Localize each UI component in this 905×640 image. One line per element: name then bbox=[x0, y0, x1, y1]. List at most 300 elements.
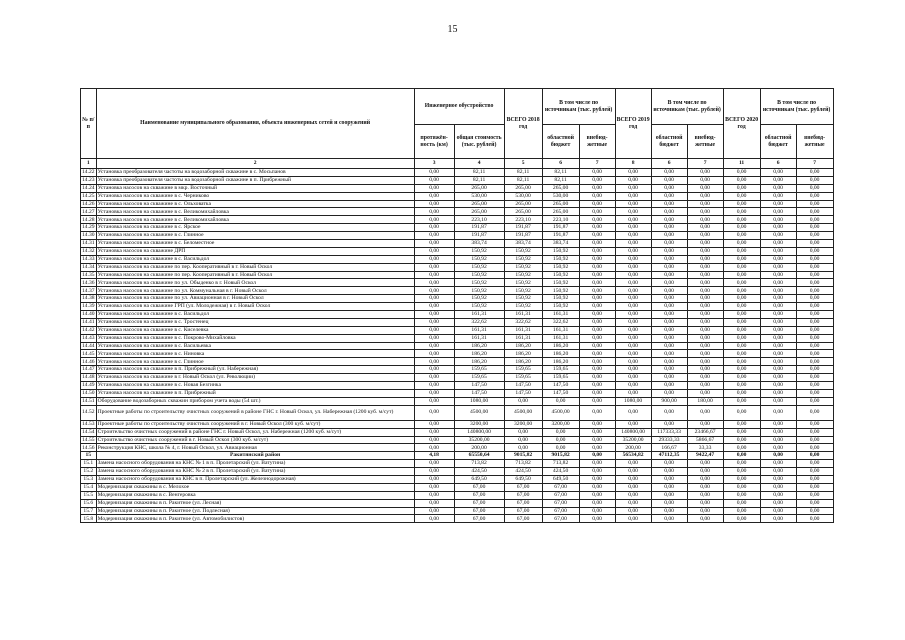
value-cell: 0,00 bbox=[723, 192, 760, 200]
value-cell: 0,00 bbox=[414, 295, 454, 303]
row-number: 14.48 bbox=[82, 374, 95, 381]
value-cell: 0,00 bbox=[760, 200, 796, 208]
value-cell: 67,00 bbox=[504, 491, 542, 499]
value-cell: 265,00 bbox=[454, 184, 504, 192]
value-cell: 0,00 bbox=[651, 475, 687, 483]
value-cell: 82,11 bbox=[454, 169, 504, 177]
value-cell: 65550,64 bbox=[454, 452, 504, 460]
object-name: Установка насосов на скважине в с. Черниково bbox=[96, 192, 414, 200]
value-cell: 0,00 bbox=[760, 350, 796, 358]
value-cell: 0,00 bbox=[651, 507, 687, 515]
value-cell: 67,00 bbox=[542, 515, 579, 523]
value-cell: 0,00 bbox=[651, 460, 687, 468]
value-cell: 0,00 bbox=[760, 507, 796, 515]
header-extra-2018: внебюд-жетные bbox=[579, 125, 615, 159]
value-cell: 0,00 bbox=[687, 279, 723, 287]
value-cell: 0,00 bbox=[651, 169, 687, 177]
value-cell: 0,00 bbox=[796, 184, 833, 192]
value-cell: 35200,00 bbox=[454, 436, 504, 444]
value-cell: 150,92 bbox=[454, 287, 504, 295]
value-cell: 4500,00 bbox=[454, 405, 504, 420]
row-number: 14.27 bbox=[82, 208, 95, 215]
column-number: 5 bbox=[504, 159, 542, 169]
table-row bbox=[81, 311, 834, 319]
value-cell: 0,00 bbox=[651, 491, 687, 499]
header-engineering: Инженерное обустройство bbox=[414, 89, 504, 125]
table-row bbox=[81, 483, 834, 491]
object-name: Ракитянский район bbox=[96, 452, 414, 460]
value-cell: 0,00 bbox=[760, 491, 796, 499]
value-cell: 67,00 bbox=[504, 499, 542, 507]
object-name: Установка насосов на скважине в мкр. Восточный bbox=[96, 184, 414, 192]
infrastructure-table bbox=[80, 88, 834, 523]
row-number: 14.52 bbox=[81, 405, 97, 420]
value-cell: 150,92 bbox=[542, 271, 579, 279]
value-cell: 0,00 bbox=[796, 428, 833, 436]
value-cell: 191,87 bbox=[454, 224, 504, 232]
value-cell: 0,00 bbox=[723, 200, 760, 208]
value-cell: 0,00 bbox=[579, 374, 615, 382]
column-number: 2 bbox=[96, 159, 414, 169]
value-cell: 159,65 bbox=[454, 366, 504, 374]
value-cell: 265,00 bbox=[454, 200, 504, 208]
value-cell: 159,65 bbox=[542, 374, 579, 382]
value-cell: 0,00 bbox=[579, 326, 615, 334]
value-cell: 191,87 bbox=[504, 232, 542, 240]
value-cell: 0,00 bbox=[542, 397, 579, 405]
header-regional-2018: областной бюджет bbox=[542, 125, 579, 159]
value-cell: 0,00 bbox=[796, 271, 833, 279]
object-name: Замена насосного оборудования на КНС в п. Пролетарский (ул. Железнодорожная) bbox=[96, 475, 414, 483]
column-number: 7 bbox=[579, 159, 615, 169]
table-row bbox=[81, 208, 834, 216]
object-name: Установка насосов на скважине в с. Ольховатка bbox=[96, 200, 414, 208]
value-cell: 0,00 bbox=[615, 232, 651, 240]
row-number: 14.45 bbox=[82, 350, 95, 357]
value-cell: 223,10 bbox=[504, 216, 542, 224]
value-cell: 0,00 bbox=[615, 263, 651, 271]
table-row bbox=[81, 374, 834, 382]
value-cell: 191,87 bbox=[504, 224, 542, 232]
value-cell: 0,00 bbox=[796, 279, 833, 287]
value-cell: 0,00 bbox=[504, 397, 542, 405]
value-cell: 0,00 bbox=[651, 240, 687, 248]
value-cell: 186,20 bbox=[504, 350, 542, 358]
value-cell: 265,00 bbox=[504, 200, 542, 208]
value-cell: 0,00 bbox=[796, 232, 833, 240]
value-cell: 0,00 bbox=[615, 271, 651, 279]
row-number: 14.35 bbox=[82, 271, 95, 278]
value-cell: 186,20 bbox=[542, 342, 579, 350]
value-cell: 0,00 bbox=[651, 271, 687, 279]
value-cell: 0,00 bbox=[615, 169, 651, 177]
value-cell: 150,92 bbox=[504, 271, 542, 279]
value-cell: 0,00 bbox=[796, 358, 833, 366]
object-name: Оборудование водозаборных скважин прибором учета воды (54 шт.) bbox=[96, 397, 414, 405]
table-row bbox=[81, 287, 834, 295]
value-cell: 161,31 bbox=[454, 311, 504, 319]
value-cell: 0,00 bbox=[579, 232, 615, 240]
value-cell: 161,31 bbox=[542, 334, 579, 342]
value-cell: 0,00 bbox=[414, 176, 454, 184]
value-cell: 0,00 bbox=[579, 208, 615, 216]
value-cell: 0,00 bbox=[651, 232, 687, 240]
value-cell: 150,92 bbox=[454, 271, 504, 279]
value-cell: 0,00 bbox=[579, 436, 615, 444]
table-row bbox=[81, 303, 834, 311]
row-number: 14.40 bbox=[82, 311, 95, 318]
column-number: 8 bbox=[615, 159, 651, 169]
value-cell: 0,00 bbox=[723, 499, 760, 507]
value-cell: 0,00 bbox=[723, 303, 760, 311]
value-cell: 150,92 bbox=[504, 295, 542, 303]
table-row bbox=[81, 366, 834, 374]
value-cell: 166,67 bbox=[651, 444, 687, 452]
value-cell: 649,50 bbox=[454, 475, 504, 483]
value-cell: 0,00 bbox=[651, 405, 687, 420]
row-number: 14.26 bbox=[82, 200, 95, 207]
value-cell: 0,00 bbox=[687, 420, 723, 428]
value-cell: 186,20 bbox=[504, 342, 542, 350]
table-row bbox=[81, 358, 834, 366]
value-cell: 150,92 bbox=[542, 303, 579, 311]
value-cell: 0,00 bbox=[723, 169, 760, 177]
value-cell: 0,00 bbox=[542, 428, 579, 436]
value-cell: 0,00 bbox=[687, 389, 723, 397]
value-cell: 9422,47 bbox=[687, 452, 723, 460]
value-cell: 0,00 bbox=[760, 444, 796, 452]
value-cell: 0,00 bbox=[723, 405, 760, 420]
row-number: 15.1 bbox=[81, 460, 97, 468]
value-cell: 0,00 bbox=[760, 184, 796, 192]
row-number: 14.41 bbox=[82, 319, 95, 326]
row-number: 14.56 bbox=[82, 444, 95, 451]
row-number: 14.50 bbox=[82, 390, 95, 397]
value-cell: 0,00 bbox=[414, 358, 454, 366]
value-cell: 0,00 bbox=[414, 350, 454, 358]
value-cell: 713,82 bbox=[454, 460, 504, 468]
value-cell: 0,00 bbox=[760, 483, 796, 491]
column-number: 6 bbox=[542, 159, 579, 169]
value-cell: 0,00 bbox=[651, 303, 687, 311]
value-cell: 150,92 bbox=[454, 295, 504, 303]
table-row bbox=[81, 169, 834, 177]
object-name: Установка насосов на скважине в п. Прибрежный (ул. Набережная) bbox=[96, 366, 414, 374]
value-cell: 0,00 bbox=[796, 444, 833, 452]
value-cell: 265,00 bbox=[542, 200, 579, 208]
value-cell: 0,00 bbox=[579, 405, 615, 420]
table-row bbox=[81, 342, 834, 350]
value-cell: 67,00 bbox=[542, 507, 579, 515]
value-cell: 0,00 bbox=[414, 420, 454, 428]
value-cell: 0,00 bbox=[651, 326, 687, 334]
value-cell: 0,00 bbox=[687, 176, 723, 184]
value-cell: 0,00 bbox=[414, 397, 454, 405]
row-number: 14.36 bbox=[82, 279, 95, 286]
value-cell: 0,00 bbox=[760, 232, 796, 240]
value-cell: 0,00 bbox=[579, 200, 615, 208]
value-cell: 4,18 bbox=[414, 452, 454, 460]
value-cell: 0,00 bbox=[723, 184, 760, 192]
object-name: Установка насосов на скважине в с. Великомихайловка bbox=[96, 208, 414, 216]
value-cell: 0,00 bbox=[687, 366, 723, 374]
value-cell: 0,00 bbox=[579, 397, 615, 405]
value-cell: 0,00 bbox=[723, 389, 760, 397]
header-total-2020: ВСЕГО 2020 год bbox=[723, 89, 760, 159]
value-cell: 0,00 bbox=[723, 232, 760, 240]
table-row bbox=[81, 200, 834, 208]
value-cell: 0,00 bbox=[723, 350, 760, 358]
value-cell: 0,00 bbox=[414, 303, 454, 311]
value-cell: 0,00 bbox=[651, 279, 687, 287]
value-cell: 0,00 bbox=[615, 499, 651, 507]
group-row bbox=[81, 452, 834, 460]
header-sources-2020: В том числе по источникам (тыс. рублей) bbox=[760, 89, 833, 125]
value-cell: 150,92 bbox=[504, 255, 542, 263]
value-cell: 67,00 bbox=[504, 515, 542, 523]
value-cell: 0,00 bbox=[796, 389, 833, 397]
value-cell: 159,65 bbox=[542, 366, 579, 374]
table-row bbox=[81, 192, 834, 200]
row-number: 14.23 bbox=[82, 177, 95, 184]
value-cell: 82,11 bbox=[454, 176, 504, 184]
row-number: 15.3 bbox=[81, 475, 97, 483]
value-cell: 0,00 bbox=[796, 240, 833, 248]
object-name: Модернизация скважины в п. Ракитное (ул. Подлесная) bbox=[96, 507, 414, 515]
value-cell: 0,00 bbox=[414, 389, 454, 397]
value-cell: 0,00 bbox=[687, 216, 723, 224]
value-cell: 0,00 bbox=[579, 287, 615, 295]
value-cell: 1080,00 bbox=[454, 397, 504, 405]
value-cell: 0,00 bbox=[579, 491, 615, 499]
value-cell: 0,00 bbox=[687, 311, 723, 319]
value-cell: 0,00 bbox=[615, 224, 651, 232]
value-cell: 0,00 bbox=[687, 334, 723, 342]
object-name: Модернизация скважины в п. Ракитное (ул. Лесная) bbox=[96, 499, 414, 507]
value-cell: 161,31 bbox=[454, 326, 504, 334]
value-cell: 0,00 bbox=[796, 334, 833, 342]
header-total-2018: ВСЕГО 2018 год bbox=[504, 89, 542, 159]
value-cell: 0,00 bbox=[723, 342, 760, 350]
value-cell: 0,00 bbox=[414, 405, 454, 420]
value-cell: 0,00 bbox=[687, 224, 723, 232]
value-cell: 0,00 bbox=[760, 271, 796, 279]
value-cell: 0,00 bbox=[651, 247, 687, 255]
value-cell: 150,92 bbox=[454, 279, 504, 287]
value-cell: 0,00 bbox=[796, 208, 833, 216]
value-cell: 0,00 bbox=[687, 287, 723, 295]
value-cell: 0,00 bbox=[687, 271, 723, 279]
value-cell: 265,00 bbox=[542, 208, 579, 216]
value-cell: 0,00 bbox=[414, 499, 454, 507]
value-cell: 0,00 bbox=[723, 444, 760, 452]
value-cell: 0,00 bbox=[796, 350, 833, 358]
row-number: 14.53 bbox=[82, 420, 95, 427]
value-cell: 0,00 bbox=[579, 263, 615, 271]
value-cell: 0,00 bbox=[687, 515, 723, 523]
value-cell: 0,00 bbox=[651, 311, 687, 319]
value-cell: 0,00 bbox=[723, 366, 760, 374]
value-cell: 0,00 bbox=[615, 318, 651, 326]
value-cell: 191,87 bbox=[542, 232, 579, 240]
column-number: 6 bbox=[760, 159, 796, 169]
value-cell: 0,00 bbox=[615, 491, 651, 499]
value-cell: 0,00 bbox=[414, 192, 454, 200]
row-number: 14.42 bbox=[82, 327, 95, 333]
object-name: Установка насосов на скважине в с. Ниновка bbox=[96, 350, 414, 358]
row-number: 14.44 bbox=[82, 342, 95, 349]
value-cell: 161,31 bbox=[504, 311, 542, 319]
value-cell: 0,00 bbox=[579, 303, 615, 311]
value-cell: 0,00 bbox=[796, 169, 833, 177]
object-name: Модернизация скважины в с. Мелохое bbox=[96, 483, 414, 491]
value-cell: 0,00 bbox=[579, 499, 615, 507]
value-cell: 0,00 bbox=[796, 192, 833, 200]
value-cell: 67,00 bbox=[504, 483, 542, 491]
value-cell: 147,50 bbox=[542, 382, 579, 390]
value-cell: 191,87 bbox=[454, 232, 504, 240]
value-cell: 0,00 bbox=[579, 184, 615, 192]
value-cell: 0,00 bbox=[542, 436, 579, 444]
object-name: Установка насосов на скважине в с. Великомихайловка bbox=[96, 216, 414, 224]
value-cell: 0,00 bbox=[723, 483, 760, 491]
object-name: Установка насосов на скважине в с. Беломестное bbox=[96, 240, 414, 248]
object-name: Установка насосов на скважине ГРП (ул. Молодежная) в г. Новый Оскол bbox=[96, 303, 414, 311]
row-number: 14.24 bbox=[82, 184, 95, 191]
table-row bbox=[81, 255, 834, 263]
object-name: Установка насосов на скважине в с. Киселевка bbox=[96, 326, 414, 334]
row-number: 14.28 bbox=[82, 216, 95, 223]
table-row bbox=[81, 184, 834, 192]
value-cell: 3200,00 bbox=[542, 420, 579, 428]
value-cell: 0,00 bbox=[760, 216, 796, 224]
value-cell: 0,00 bbox=[760, 515, 796, 523]
value-cell: 0,00 bbox=[760, 405, 796, 420]
value-cell: 0,00 bbox=[651, 468, 687, 476]
value-cell: 23466,67 bbox=[687, 428, 723, 436]
value-cell: 713,82 bbox=[504, 460, 542, 468]
object-name: Установка насосов на скважине в с. Новая Безгинка bbox=[96, 382, 414, 390]
object-name: Установка насосов на скважине по ул. Обыденко в г. Новый Оскол bbox=[96, 279, 414, 287]
value-cell: 0,00 bbox=[651, 184, 687, 192]
table-row bbox=[81, 475, 834, 483]
table-body bbox=[81, 159, 834, 523]
value-cell: 0,00 bbox=[579, 169, 615, 177]
value-cell: 0,00 bbox=[579, 247, 615, 255]
value-cell: 67,00 bbox=[454, 483, 504, 491]
value-cell: 0,00 bbox=[615, 208, 651, 216]
value-cell: 0,00 bbox=[796, 216, 833, 224]
value-cell: 0,00 bbox=[579, 318, 615, 326]
object-name: Установка насосов на скважине в с. Глинное bbox=[96, 232, 414, 240]
value-cell: 0,00 bbox=[796, 311, 833, 319]
value-cell: 0,00 bbox=[504, 436, 542, 444]
value-cell: 0,00 bbox=[687, 200, 723, 208]
value-cell: 265,00 bbox=[504, 184, 542, 192]
value-cell: 0,00 bbox=[542, 444, 579, 452]
value-cell: 150,92 bbox=[454, 303, 504, 311]
table-row bbox=[81, 436, 834, 444]
value-cell: 0,00 bbox=[651, 176, 687, 184]
value-cell: 35200,00 bbox=[615, 436, 651, 444]
value-cell: 0,00 bbox=[723, 295, 760, 303]
value-cell: 150,92 bbox=[504, 263, 542, 271]
value-cell: 530,00 bbox=[454, 192, 504, 200]
value-cell: 0,00 bbox=[760, 263, 796, 271]
value-cell: 0,00 bbox=[579, 358, 615, 366]
value-cell: 0,00 bbox=[414, 311, 454, 319]
value-cell: 0,00 bbox=[579, 428, 615, 436]
value-cell: 0,00 bbox=[687, 255, 723, 263]
value-cell: 186,20 bbox=[504, 358, 542, 366]
value-cell: 0,00 bbox=[651, 287, 687, 295]
value-cell: 0,00 bbox=[687, 326, 723, 334]
value-cell: 0,00 bbox=[760, 240, 796, 248]
value-cell: 0,00 bbox=[414, 428, 454, 436]
value-cell: 0,00 bbox=[651, 515, 687, 523]
value-cell: 0,00 bbox=[414, 483, 454, 491]
value-cell: 150,92 bbox=[504, 287, 542, 295]
value-cell: 0,00 bbox=[687, 350, 723, 358]
value-cell: 186,20 bbox=[454, 358, 504, 366]
table-row bbox=[81, 460, 834, 468]
column-number: 1 bbox=[81, 159, 97, 169]
value-cell: 56534,82 bbox=[615, 452, 651, 460]
value-cell: 0,00 bbox=[651, 208, 687, 216]
value-cell: 0,00 bbox=[723, 318, 760, 326]
value-cell: 0,00 bbox=[687, 247, 723, 255]
value-cell: 0,00 bbox=[723, 216, 760, 224]
value-cell: 322,62 bbox=[542, 318, 579, 326]
value-cell: 159,65 bbox=[454, 374, 504, 382]
value-cell: 0,00 bbox=[687, 240, 723, 248]
value-cell: 161,31 bbox=[454, 334, 504, 342]
value-cell: 0,00 bbox=[579, 382, 615, 390]
value-cell: 0,00 bbox=[651, 255, 687, 263]
value-cell: 159,65 bbox=[504, 374, 542, 382]
value-cell: 0,00 bbox=[760, 499, 796, 507]
value-cell: 0,00 bbox=[579, 475, 615, 483]
header-length: протяжён-ность (км) bbox=[414, 125, 454, 159]
value-cell: 0,00 bbox=[760, 366, 796, 374]
row-number: 15.5 bbox=[81, 491, 97, 499]
value-cell: 150,92 bbox=[504, 279, 542, 287]
value-cell: 0,00 bbox=[796, 475, 833, 483]
table-row bbox=[81, 428, 834, 436]
value-cell: 0,00 bbox=[760, 358, 796, 366]
value-cell: 0,00 bbox=[579, 452, 615, 460]
value-cell: 0,00 bbox=[687, 358, 723, 366]
row-number: 14.47 bbox=[82, 366, 95, 373]
value-cell: 0,00 bbox=[615, 420, 651, 428]
object-name: Установка насосов на скважине по пер. Кооперативный в г. Новый Оскол bbox=[96, 263, 414, 271]
value-cell: 530,00 bbox=[504, 192, 542, 200]
value-cell: 0,00 bbox=[414, 232, 454, 240]
value-cell: 159,65 bbox=[504, 366, 542, 374]
value-cell: 0,00 bbox=[414, 334, 454, 342]
value-cell: 0,00 bbox=[723, 491, 760, 499]
value-cell: 0,00 bbox=[723, 436, 760, 444]
value-cell: 0,00 bbox=[615, 326, 651, 334]
value-cell: 424,50 bbox=[542, 468, 579, 476]
value-cell: 150,92 bbox=[542, 287, 579, 295]
value-cell: 0,00 bbox=[615, 483, 651, 491]
value-cell: 0,00 bbox=[723, 358, 760, 366]
value-cell: 82,11 bbox=[542, 169, 579, 177]
value-cell: 0,00 bbox=[687, 382, 723, 390]
column-number: 6 bbox=[651, 159, 687, 169]
value-cell: 0,00 bbox=[615, 192, 651, 200]
